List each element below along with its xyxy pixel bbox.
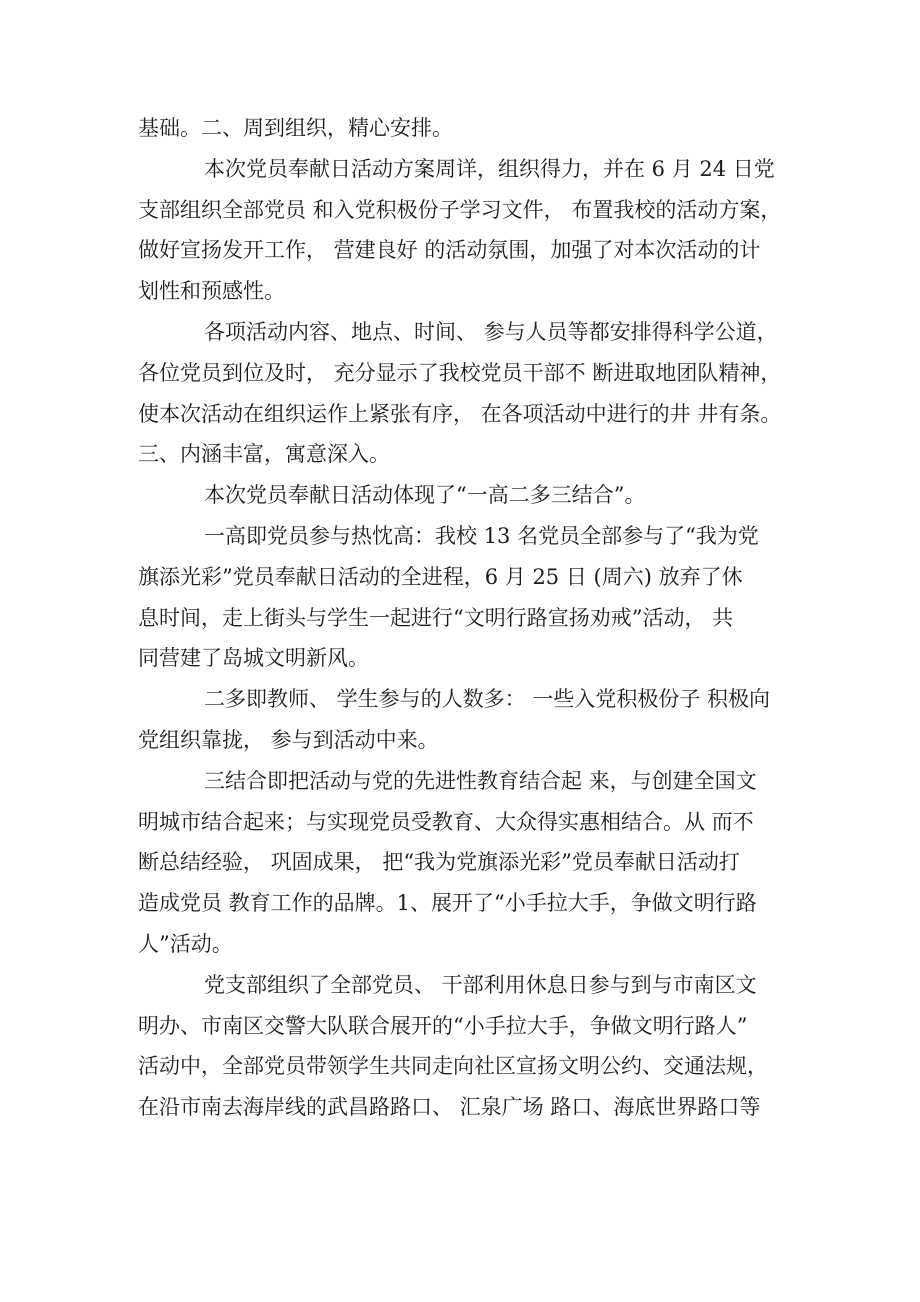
text-line: 使本次活动在组织运作上紧张有序， 在各项活动中进行的井 井有条。 (138, 401, 782, 426)
text-line: 基础。二、周到组织，精心安排。 (138, 116, 453, 140)
text-line: 断总结经验， 巩固成果， 把“我为党旗添光彩”党员奉献日活动打 (138, 850, 740, 875)
text-line: 旗添光彩”党员奉献日活动的全进程，6 月 25 日 (周六) 放弃了休 (138, 564, 743, 589)
text-line: 划性和预感性。 (138, 279, 285, 304)
text-line: 支部组织全部党员 和入党积极份子学习文件， 布置我校的活动方案， (138, 197, 782, 222)
text-line: 明城市结合起来；与实现党员受教育、大众得实惠相结合。从 而不 (138, 809, 754, 834)
text-line: 二多即教师、 学生参与的人数多： 一些入党积极份子 积极向 (204, 687, 771, 712)
text-line: 活动中，全部党员带领学生共同走向社区宣扬文明公约、交通法规， (138, 1054, 768, 1079)
text-line: 息时间，走上街头与学生一起进行“文明行路宣扬劝戒”活动， 共 (138, 605, 734, 630)
text-line: 党支部组织了全部党员、 干部利用休息日参与到与市南区文 (204, 972, 757, 997)
text-line: 各项活动内容、地点、时间、 参与人员等都安排得科学公道， (204, 319, 778, 344)
text-line: 本次党员奉献日活动方案周详，组织得力，并在 6 月 24 日党 (204, 156, 775, 181)
text-line: 一高即党员参与热忱高：我校 13 名党员全部参与了“我为党 (204, 523, 759, 548)
text-line: 在沿市南去海岸线的武昌路路口、 汇泉广场 路口、海底世界路口等 (138, 1095, 761, 1120)
text-line: 同营建了岛城文明新风。 (138, 646, 369, 671)
text-line: 明办、市南区交警大队联合展开的“小手拉大手，争做文明行路人” (138, 1013, 748, 1038)
text-line: 三、内涵丰富，寓意深入。 (138, 442, 390, 467)
text-line: 党组织靠拢， 参与到活动中来。 (138, 727, 439, 752)
text-line: 三结合即把活动与党的先进性教育结合起 来，与创建全国文 (204, 768, 757, 793)
text-line: 做好宣扬发开工作， 营建良好 的活动氛围，加强了对本次活动的计 (138, 238, 761, 263)
text-line: 人”活动。 (138, 931, 233, 956)
text-line: 各位党员到位及时， 充分显示了我校党员干部不 断进取地团队精神， (138, 360, 782, 385)
text-line: 本次党员奉献日活动体现了“一高二多三结合”。 (204, 483, 646, 508)
text-line: 造成党员 教育工作的品牌。1、展开了“小手拉大手，争做文明行路 (138, 891, 757, 916)
document-body (138, 108, 800, 1128)
